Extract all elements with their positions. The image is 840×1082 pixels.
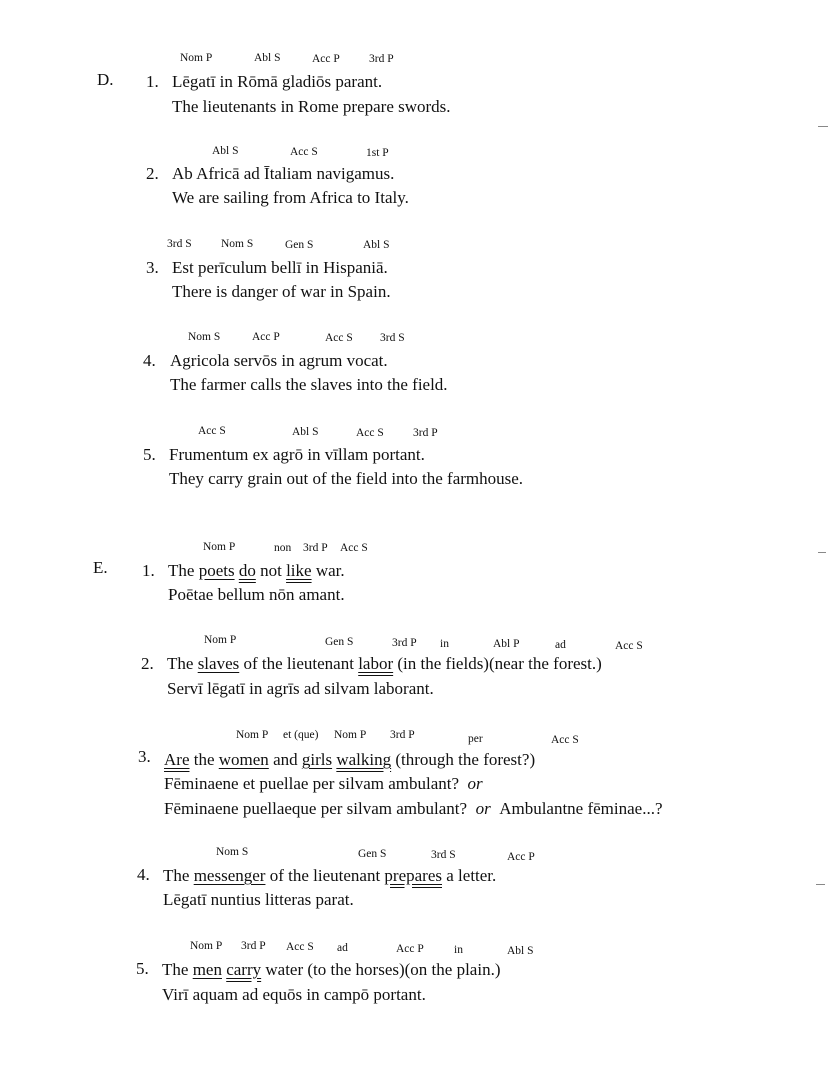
english-text: the	[189, 750, 219, 769]
tag: 3rd P	[390, 729, 415, 741]
english-sentence	[168, 561, 345, 581]
tag: Acc P	[312, 53, 340, 65]
english-text: The	[162, 960, 193, 979]
tag: Gen S	[325, 636, 354, 648]
latin-option: Fēminaene puellaeque per silvam ambulant?	[164, 799, 468, 818]
latin-translation: Servī lēgatī in agrīs ad silvam laborant.	[167, 679, 434, 698]
english-sentence	[162, 960, 500, 980]
item-number: 5.	[143, 445, 156, 464]
english-text: of the lieutenant	[239, 654, 359, 673]
verb-word: labor	[358, 654, 394, 673]
latin-sentence: Ab Africā ad Ītaliam navigamus.	[172, 164, 395, 183]
english-text: and	[268, 750, 302, 769]
tag: Acc S	[286, 941, 314, 953]
tag: Nom S	[188, 331, 221, 343]
tag: Gen S	[358, 848, 387, 860]
english-text: The	[167, 654, 198, 673]
section-d-label: D.	[97, 70, 114, 89]
tag: Abl S	[363, 239, 390, 251]
verb-word: Are	[164, 750, 190, 769]
tag: Abl S	[507, 945, 534, 957]
english-text: (in the fields)(near the forest.)	[393, 654, 602, 673]
tag: in	[440, 638, 449, 650]
english-text: (through the forest?)	[391, 750, 536, 769]
tag: ad	[555, 639, 566, 651]
english-text: of the lieutenant	[265, 866, 385, 885]
subject-word: messenger	[193, 866, 266, 885]
tag: Acc S	[615, 640, 643, 652]
tag: Nom P	[334, 729, 367, 741]
english-text: a letter.	[442, 866, 497, 885]
english-translation: There is danger of war in Spain.	[172, 282, 391, 301]
tag: Acc S	[290, 146, 318, 158]
item-number: 2.	[146, 164, 159, 183]
verb-word: prepares	[384, 866, 442, 885]
latin-sentence: Agricola servōs in agrum vocat.	[170, 351, 388, 370]
tag: 3rd P	[413, 427, 438, 439]
subject-word: women	[218, 750, 269, 769]
tag: per	[468, 733, 483, 745]
scan-mark	[818, 552, 826, 553]
or-connector: or	[475, 799, 491, 818]
latin-sentence: Est perīculum bellī in Hispaniā.	[172, 258, 388, 277]
subject-word: men	[192, 960, 222, 979]
latin-translation	[164, 774, 483, 794]
tag: ad	[337, 942, 348, 954]
latin-translation: Poētae bellum nōn amant.	[168, 585, 345, 604]
tag: Acc S	[551, 734, 579, 746]
tag: Nom S	[216, 846, 249, 858]
english-sentence	[167, 654, 602, 674]
item-number: 4.	[143, 351, 156, 370]
english-translation: We are sailing from Africa to Italy.	[172, 188, 409, 207]
english-sentence	[163, 866, 496, 886]
tag: Acc S	[198, 425, 226, 437]
item-number: 3.	[146, 258, 159, 277]
tag: Acc P	[396, 943, 424, 955]
verb-word: carry	[226, 960, 262, 979]
tag: Abl S	[254, 52, 281, 64]
tag: Nom P	[190, 940, 223, 952]
english-translation: The farmer calls the slaves into the field.	[170, 375, 448, 394]
tag: 3rd S	[380, 332, 405, 344]
tag: Abl S	[212, 145, 239, 157]
section-e-label: E.	[93, 558, 108, 577]
item-number: 2.	[141, 654, 154, 673]
tag: Acc S	[356, 427, 384, 439]
item-number: 5.	[136, 959, 149, 978]
latin-translation: Lēgatī nuntius litteras parat.	[163, 890, 354, 909]
tag: et (que)	[283, 729, 319, 741]
tag: Gen S	[285, 239, 314, 251]
tag: 3rd S	[167, 238, 192, 250]
tag: Abl S	[292, 426, 319, 438]
tag: Nom P	[180, 52, 213, 64]
english-text: The	[163, 866, 194, 885]
latin-option: Fēminaene et puellae per silvam ambulant?	[164, 774, 460, 793]
tag: non	[274, 542, 292, 554]
tag: in	[454, 944, 463, 956]
tag: Nom P	[203, 541, 236, 553]
tag: 3rd S	[431, 849, 456, 861]
verb-word: walking	[336, 750, 392, 769]
english-translation: The lieutenants in Rome prepare swords.	[172, 97, 451, 116]
tag: Abl P	[493, 638, 520, 650]
tag: 3rd P	[303, 542, 328, 554]
scan-mark	[816, 884, 825, 885]
subject-word: poets	[198, 561, 235, 580]
latin-sentence: Frumentum ex agrō in vīllam portant.	[169, 445, 425, 464]
tag: 3rd P	[369, 53, 394, 65]
latin-translation	[164, 799, 663, 819]
tag: Nom P	[204, 634, 237, 646]
scan-mark	[818, 126, 828, 127]
english-text: The	[168, 561, 199, 580]
tag: Acc S	[340, 542, 368, 554]
english-text: not	[255, 561, 287, 580]
english-text: water (to the horses)(on the plain.)	[261, 960, 501, 979]
tag: Acc P	[252, 331, 280, 343]
verb-word: like	[286, 561, 312, 580]
tag: Nom S	[221, 238, 254, 250]
item-number: 1.	[142, 561, 155, 580]
item-number: 3.	[138, 747, 151, 766]
tag: 3rd P	[241, 940, 266, 952]
latin-translation: Virī aquam ad equōs in campō portant.	[162, 985, 426, 1004]
tag: 1st P	[366, 147, 389, 159]
tag: Acc P	[507, 851, 535, 863]
subject-word: girls	[301, 750, 333, 769]
item-number: 4.	[137, 865, 150, 884]
tag: Nom P	[236, 729, 269, 741]
item-number: 1.	[146, 72, 159, 91]
tag: Acc S	[325, 332, 353, 344]
tag: 3rd P	[392, 637, 417, 649]
english-sentence	[164, 750, 535, 770]
english-text: war.	[311, 561, 345, 580]
latin-sentence: Lēgatī in Rōmā gladiōs parant.	[172, 72, 383, 91]
english-translation: They carry grain out of the field into the farmhouse.	[169, 469, 524, 488]
verb-word: do	[238, 561, 256, 580]
or-connector: or	[467, 774, 483, 793]
subject-word: slaves	[197, 654, 240, 673]
latin-option: Ambulantne fēminae...?	[499, 799, 663, 818]
